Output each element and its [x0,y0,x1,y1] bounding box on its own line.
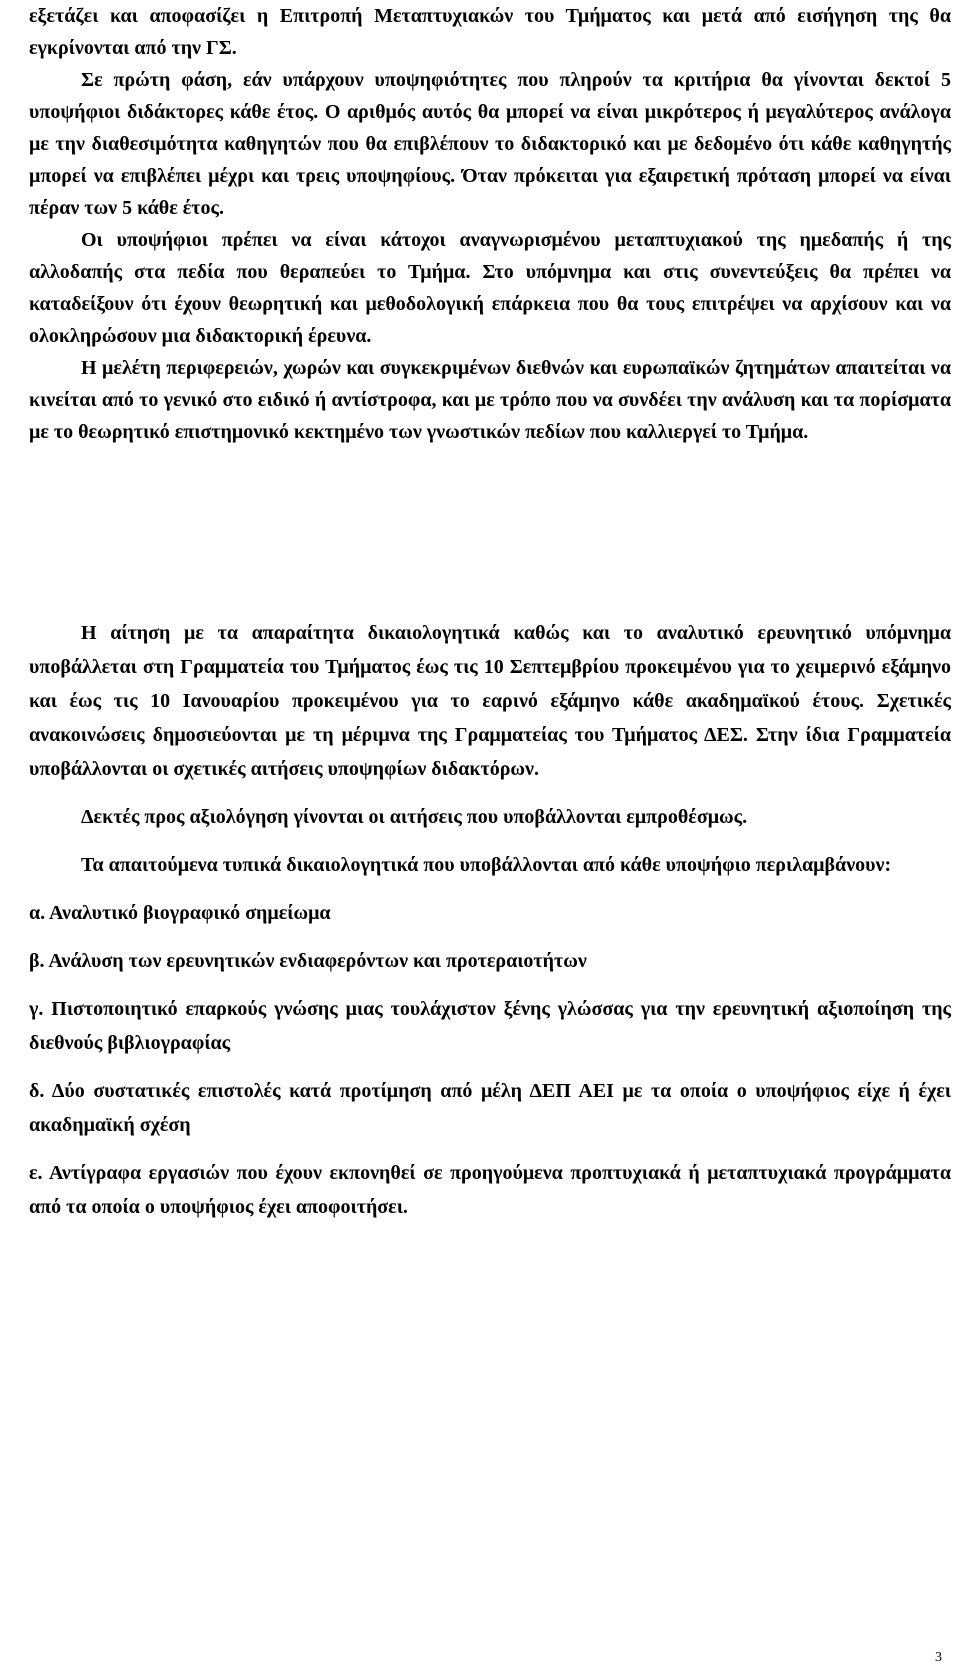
list-item: γ. Πιστοποιητικό επαρκούς γνώσης μιας τουλάχιστον ξένης γλώσσας για την ερευνητική αξιοποίηση της διεθνούς βιβλιογραφίας [29,998,951,1054]
list-item: ε. Αντίγραφα εργασιών που έχουν εκπονηθεί σε προηγούμενα προπτυχιακά ή μεταπτυχιακά προγράμματα από τα οποία ο υποψήφιος έχει αποφοιτήσει. [29,1162,951,1218]
paragraph-application-deadlines: Η αίτηση με τα απαραίτητα δικαιολογητικά καθώς και το αναλυτικό ερευνητικό υπόμνημα υποβάλλεται στη Γραμματεία του Τμήματος έως τις 10 Σεπτεμβρίου προκειμένου για το χειμερινό εξάμηνο και έως τις 10 Ιανουαρίου προκειμένου για το εαρινό εξάμηνο κάθε ακαδημαϊκού έτους. Σχετικές ανακοινώσεις δημοσιεύονται με τη μέριμνα της Γραμματείας του Τμήματος ΔΕΣ. Στην ίδια Γραμματεία υποβάλλονται οι σχετικές αιτήσεις υποψηφίων διδακτόρων. [29,622,951,780]
list-item: β. Ανάλυση των ερευνητικών ενδιαφερόντων και προτεραιοτήτων [29,950,587,972]
application-section [29,616,951,1238]
paragraph-timely-applications: Δεκτές προς αξιολόγηση γίνονται οι αιτήσεις που υποβάλλονται εμπροθέσμως. [81,806,748,828]
paragraph-research-scope: Η μελέτη περιφερειών, χωρών και συγκεκριμένων διεθνών και ευρωπαϊκών ζητημάτων απαιτείται να κινείται από το γενικό στο ειδικό ή αντίστροφα, και με τρόπο που να συνδέει την ανάλυση και τα πορίσματα με το θεωρητικό επιστημονικό κεκτημένο των γνωστικών πεδίων που καλλιεργεί το Τμήμα. [29,357,951,443]
paragraph-required-documents-intro: Τα απαιτούμενα τυπικά δικαιολογητικά που υποβάλλονται από κάθε υποψήφιο περιλαμβάνουν: [81,854,892,876]
list-item: δ. Δύο συστατικές επιστολές κατά προτίμηση από μέλη ΔΕΠ ΑΕΙ με τα οποία ο υποψήφιος είχε ή έχει ακαδημαϊκή σχέση [29,1080,951,1136]
page-number: 3 [935,1650,942,1665]
paragraph-admissions-count: Σε πρώτη φάση, εάν υπάρχουν υποψηφιότητες που πληρούν τα κριτήρια θα γίνονται δεκτοί 5 υποψήφιοι διδάκτορες κάθε έτος. Ο αριθμός αυτός θα μπορεί να είναι μικρότερος ή μεγαλύτερος ανάλογα με την διαθεσιμότητα καθηγητών που θα επιβλέπουν το διδακτορικό και με δεδομένο ότι κάθε καθηγητής μπορεί να επιβλέπει μέχρι και τρεις υποψηφίους. Όταν πρόκειται για εξαιρετική πρόταση μπορεί να είναι πέραν των 5 κάθε έτος. [29,69,951,219]
list-item: α. Αναλυτικό βιογραφικό σημείωμα [29,902,331,924]
paragraph-continuation: εξετάζει και αποφασίζει η Επιτροπή Μεταπτυχιακών του Τμήματος και μετά από εισήγηση της θα εγκρίνονται από την ΓΣ. [29,5,951,59]
paragraph-candidate-requirements: Οι υποψήφιοι πρέπει να είναι κάτοχοι αναγνωρισμένου μεταπτυχιακού της ημεδαπής ή της αλλοδαπής στα πεδία που θεραπεύει το Τμήμα. Στο υπόμνημα και στις συνεντεύξεις θα πρέπει να καταδείξουν ότι έχουν θεωρητική και μεθοδολογική επάρκεια που θα τους επιτρέψει να αρχίσουν και να ολοκληρώσουν μια διδακτορική έρευνα. [29,229,951,347]
top-text-section [29,0,951,448]
